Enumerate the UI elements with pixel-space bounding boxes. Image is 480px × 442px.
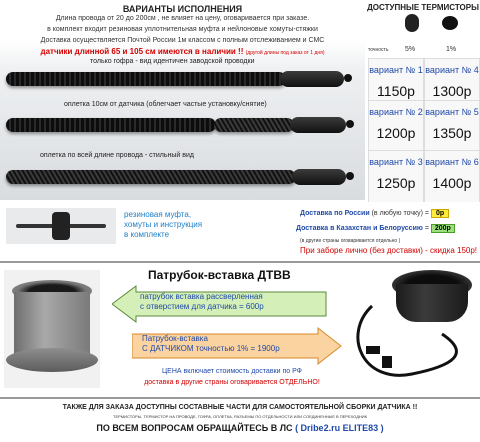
variant-price: 1350р — [432, 125, 472, 141]
accuracy-1: 1% — [446, 46, 457, 53]
option1-line1: патрубок вставка рассверленная — [140, 292, 263, 301]
kit-photo — [6, 208, 116, 244]
kit-line-1: резиновая муфта, — [124, 210, 192, 219]
delivery-kz-label: Доставка в Казахстан и Белоруссию — [296, 225, 423, 232]
accuracy-5: 5% — [405, 46, 416, 53]
variant-label: вариант № 4 — [425, 65, 479, 75]
accuracy-label: точность — [368, 47, 389, 53]
variant-price: 1300р — [432, 83, 472, 99]
option1-line2: с отверстием для датчика = 600р — [140, 302, 264, 311]
footer-line2: ТЕРМИСТОРЫ, ТЕРМИСТОР НА ПРОВОДЕ, ГОФРА, ОПЛЕТКА, РАЗЪЕМЫ ПО ОТДЕЛЬНОСТИ ИЛИ СОЕДИНЕННЫЕ В ПЕРЕХОДНИК — [113, 414, 367, 419]
delivery-ru-note: (в любую точку) — [371, 210, 423, 217]
adapter-photo — [4, 270, 100, 388]
caption-full-braid: оплетка по всей длине провода - стильный вид — [40, 152, 194, 159]
variant-label: вариант № 3 — [369, 157, 423, 167]
delivery-russia: Доставка по России (в любую точку) = 0р — [300, 210, 449, 217]
info-line-3: Доставка осуществляется Почтой России 1м классом с полным отслеживанием и СМС — [40, 37, 325, 44]
cable-corrugated — [6, 72, 286, 86]
kit-line-3: в комплекте — [124, 230, 170, 239]
caption-partial-braid: оплетка 10см от датчика (облегчает частые установку/снятие) — [64, 101, 267, 108]
variant-price: 1200р — [376, 125, 416, 141]
kit-line-2: хомуты и инструкция — [124, 220, 203, 229]
variant-label: вариант № 5 — [425, 107, 479, 117]
adapter-option-1 — [140, 292, 264, 312]
sensor-tip — [344, 74, 352, 82]
braid-sleeve — [214, 118, 294, 132]
variant-3 — [368, 150, 424, 208]
adapter-with-sensor-photo — [352, 266, 476, 390]
stock-note-main: датчики длинной 65 и 105 см имеются в наличии !! — [40, 47, 244, 56]
stock-note-small: (другой длины под заказ от 1 дня) — [245, 50, 325, 56]
delivery-kz-by: Доставка в Казахстан и Белоруссию = 200р — [296, 225, 455, 232]
info-line-1: Длина провода от 20 до 200см , не влияет на цену, оговаривается при заказе. — [55, 15, 310, 22]
divider — [0, 261, 480, 263]
adapter-title: Патрубок-вставка ДТВВ — [148, 268, 291, 282]
sensor-sleeve — [280, 71, 344, 87]
kit-note — [124, 210, 202, 240]
shipping-note — [112, 366, 352, 388]
cable-full-braid — [6, 170, 296, 184]
variant-price: 1400р — [432, 175, 472, 191]
variant-price: 1150р — [377, 83, 415, 99]
contact-line — [0, 423, 480, 433]
thermistors-title: ДОСТУПНЫЕ ТЕРМИСТОРЫ — [367, 3, 479, 12]
variant-label: вариант № 1 — [369, 65, 423, 75]
variants-title: ВАРИАНТЫ ИСПОЛНЕНИЯ — [122, 4, 243, 14]
footer-line1: ТАКЖЕ ДЛЯ ЗАКАЗА ДОСТУПНЫ СОСТАВНЫЕ ЧАСТИ ДЛЯ САМОСТОЯТЕЛЬНОЙ СБОРКИ ДАТЧИКА !! — [62, 404, 418, 411]
info-line-2: в комплект входит резиновая уплотнительная муфта и нейлоновые хомуты-стяжки — [47, 26, 318, 33]
delivery-ru-price: 0р — [431, 209, 449, 218]
variant-price: 1250р — [376, 175, 416, 191]
divider-2 — [0, 397, 480, 399]
adapter-body — [14, 292, 90, 354]
shipping-line1: ЦЕНА включает стоимость доставки по РФ — [161, 368, 303, 375]
sensor-tip-2 — [346, 120, 354, 128]
delivery-kz-price: 200р — [431, 224, 455, 233]
contact-main: ПО ВСЕМ ВОПРОСАМ ОБРАЩАЙТЕСЬ В ЛС — [96, 423, 293, 433]
variant-6 — [424, 150, 480, 208]
rubber-sleeve — [52, 212, 70, 240]
adapter-option-2 — [142, 334, 280, 354]
sensor-wire-loop — [352, 294, 476, 390]
cable-corrugated-2 — [6, 118, 216, 132]
delivery-ru-label: Доставка по России — [300, 210, 370, 217]
thermistor-5-icon — [405, 14, 419, 32]
pickup-discount: При заборе лично (без доставки) - скидка 150р! — [300, 246, 478, 255]
option2-line2: С ДАТЧИКОМ точностью 1% = 1900р — [142, 344, 280, 353]
shipping-line2: доставка в другие страны оговаривается ОТДЕЛЬНО! — [144, 379, 320, 386]
sensor-sleeve-3 — [292, 169, 346, 185]
thermistor-1-icon — [442, 16, 458, 30]
stock-note — [0, 47, 365, 56]
sensor-sleeve-2 — [290, 117, 346, 133]
caption-corrugated: только гофра - вид идентичен заводской проводки — [90, 58, 255, 65]
adapter-flange — [6, 348, 98, 372]
variant-label: вариант № 2 — [369, 107, 423, 117]
option2-line1: Патрубок-вставка — [142, 334, 208, 343]
sensor-tip-3 — [346, 172, 354, 180]
contact-detail[interactable]: ( Dribe2.ru ELITE83 ) — [295, 423, 384, 433]
delivery-other: (в другие страны оговаривается отдельно ) — [300, 238, 401, 244]
variant-label: вариант № 6 — [425, 157, 479, 167]
